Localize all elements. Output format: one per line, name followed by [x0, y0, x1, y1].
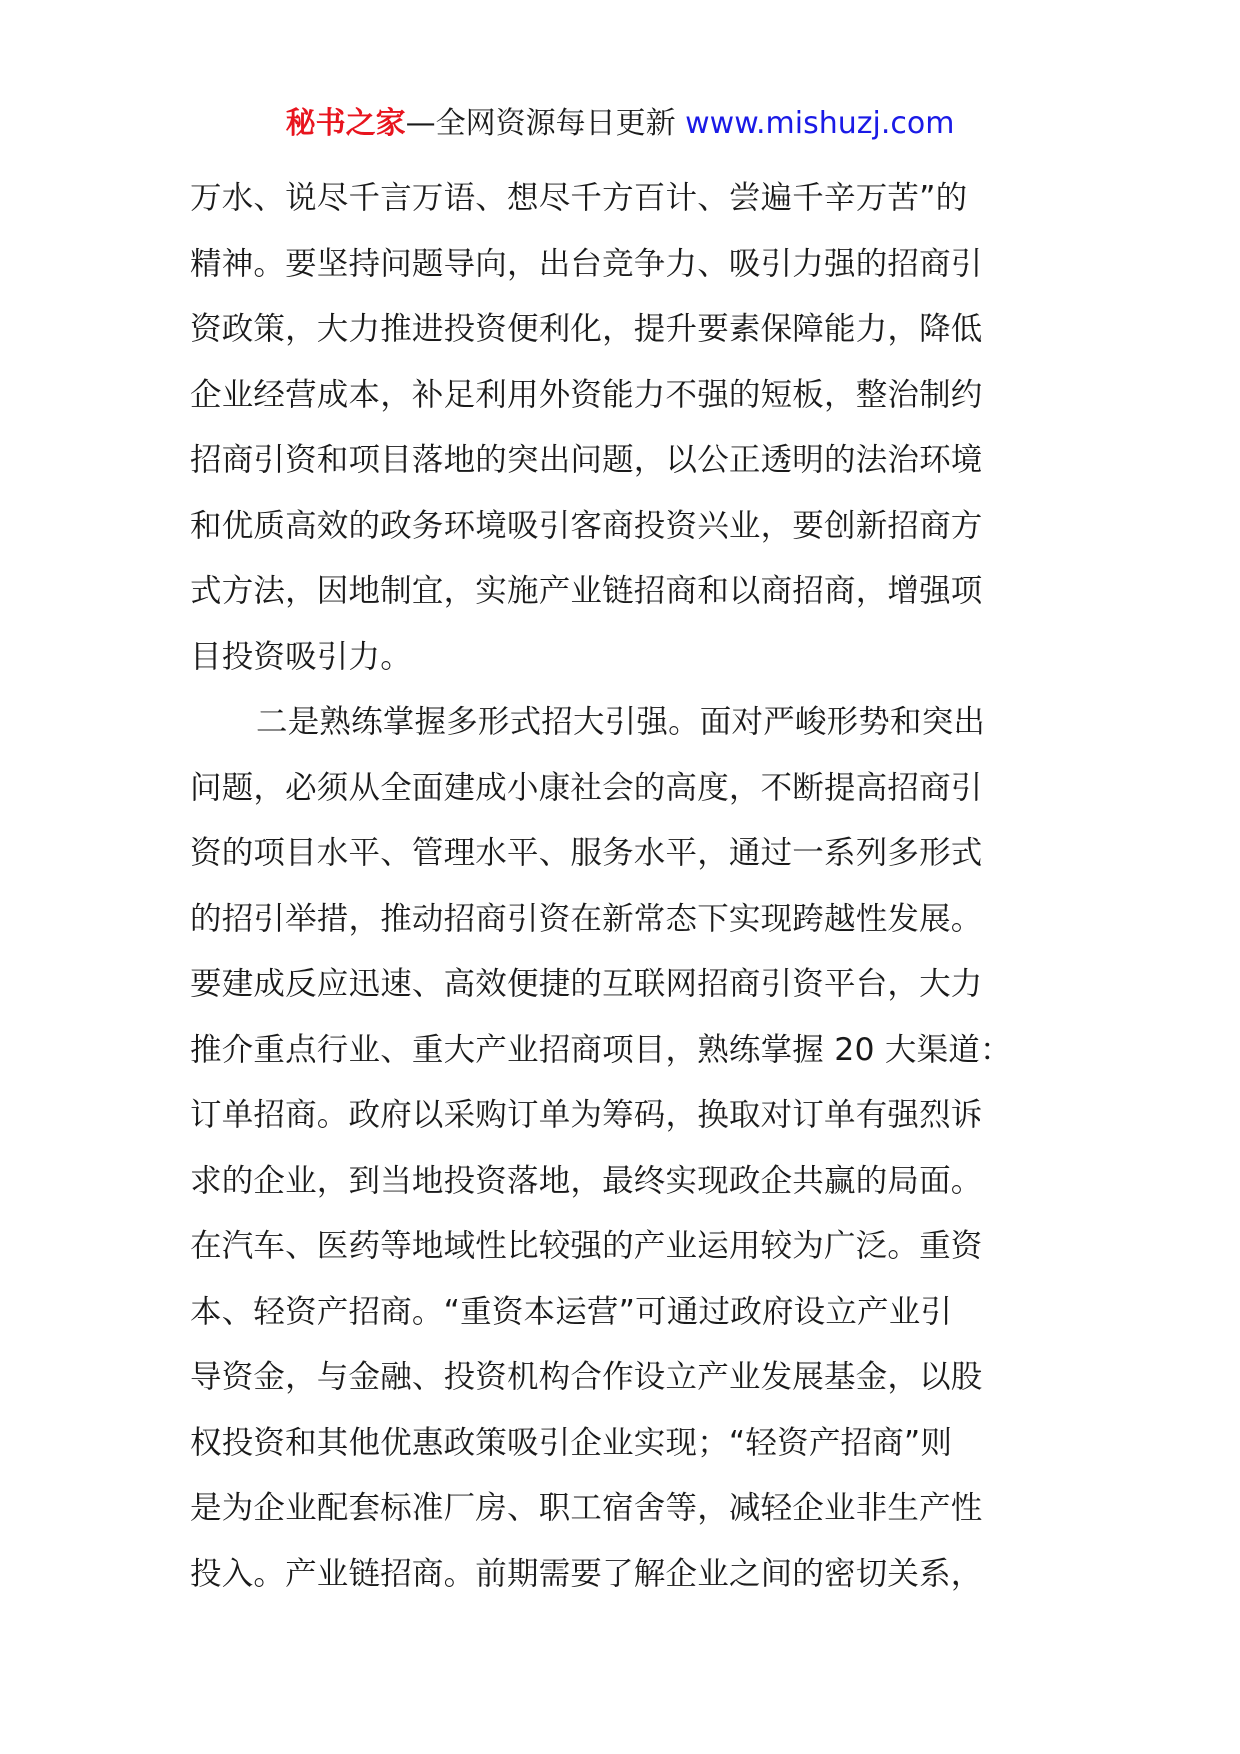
document-body: [190, 166, 1070, 1607]
text-line: 在汽车、医药等地域性比较强的产业运用较为广泛。重资: [190, 1228, 983, 1264]
brand-name: 秘书之家: [285, 106, 406, 141]
text-line: 导资金，与金融、投资机构合作设立产业发展基金，以股: [190, 1359, 983, 1395]
text-line: 订单招商。政府以采购订单为筹码，换取对订单有强烈诉: [190, 1097, 983, 1133]
site-url-link[interactable]: www.mishuzj.com: [685, 106, 955, 141]
text-line: 问题，必须从全面建成小康社会的高度，不断提高招商引: [190, 769, 983, 806]
text-line: 是为企业配套标准厂房、职工宿舍等，减轻企业非生产性: [190, 1490, 983, 1526]
text-line: 目投资吸引力。: [190, 638, 412, 675]
text-line: 资政策，大力推进投资便利化，提升要素保障能力，降低: [190, 311, 983, 347]
text-line: 式方法，因地制宜，实施产业链招商和以商招商，增强项: [190, 573, 983, 609]
text-line: 资的项目水平、管理水平、服务水平，通过一系列多形式: [190, 835, 983, 871]
text-line: 万水、说尽千言万语、想尽千方百计、尝遍千辛万苦”的: [190, 180, 968, 216]
text-line: 权投资和其他优惠政策吸引企业实现；“轻资产招商”则: [190, 1424, 953, 1461]
text-line: 精神。要坚持问题导向，出台竞争力、吸引力强的招商引: [190, 245, 983, 282]
text-line: 企业经营成本，补足利用外资能力不强的短板，整治制约: [190, 376, 983, 413]
text-line: 本、轻资产招商。“重资本运营”可通过政府设立产业引: [190, 1293, 953, 1330]
header-slogan: —全网资源每日更新: [405, 106, 676, 141]
text-line: 要建成反应迅速、高效便捷的互联网招商引资平台，大力: [190, 966, 983, 1002]
text-line: 求的企业，到当地投资落地，最终实现政企共赢的局面。: [190, 1162, 983, 1199]
text-line: 和优质高效的政务环境吸引客商投资兴业，要创新招商方: [190, 507, 983, 544]
paragraph-first-line: 二是熟练掌握多形式招大引强。面对严峻形势和突出: [256, 704, 986, 740]
text-line: 投入。产业链招商。前期需要了解企业之间的密切关系，: [190, 1555, 983, 1592]
page-header: [0, 104, 1240, 144]
text-line: 招商引资和项目落地的突出问题，以公正透明的法治环境: [190, 442, 983, 478]
text-line: 的招引举措，推动招商引资在新常态下实现跨越性发展。: [190, 900, 983, 937]
text-line: 推介重点行业、重大产业招商项目，熟练掌握 20 大渠道：: [190, 1031, 1012, 1068]
